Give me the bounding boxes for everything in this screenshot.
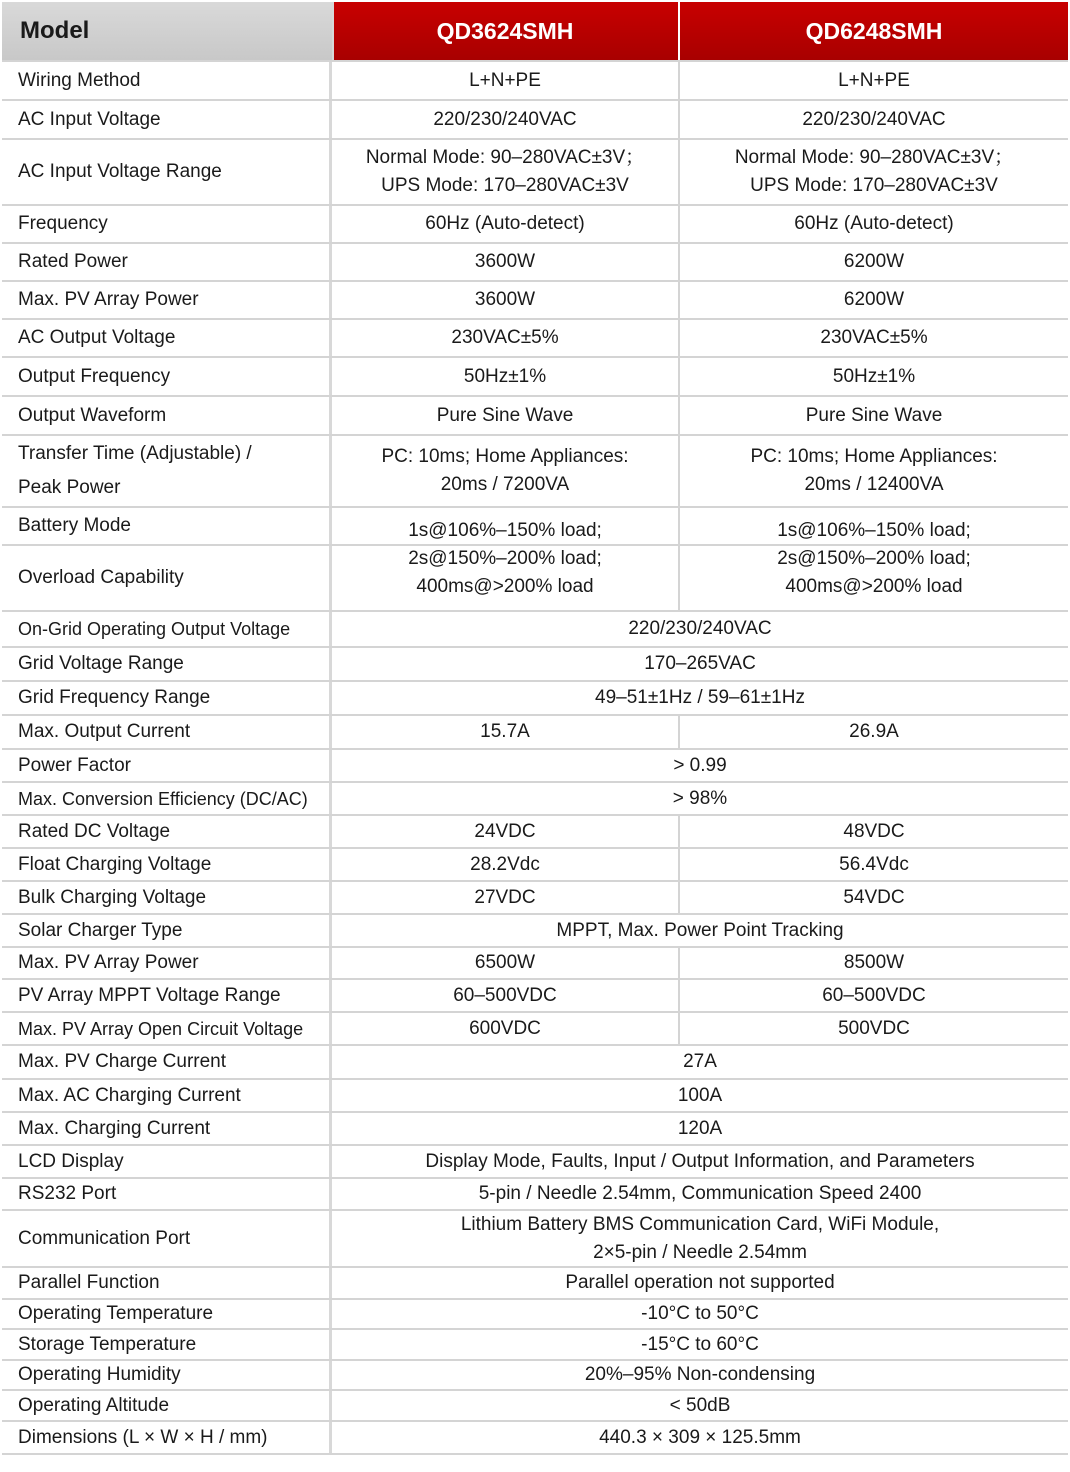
spec-value-qd6248smh: 230VAC±5% bbox=[820, 327, 928, 348]
spec-label: Solar Charger Type bbox=[2, 915, 332, 946]
spec-value-shared: 120A bbox=[677, 1117, 723, 1139]
spec-label: Dimensions (L × W × H / mm) bbox=[2, 1422, 332, 1453]
spec-label: Battery Mode bbox=[2, 508, 332, 544]
spec-value-shared: 27A bbox=[683, 1051, 717, 1072]
spec-label: Max. PV Array Power bbox=[2, 948, 332, 978]
spec-value-shared: Display Mode, Faults, Input / Output Information, and Parameters bbox=[425, 1150, 975, 1172]
spec-value-qd3624smh: 3600W bbox=[474, 251, 536, 272]
model-header-label: Model bbox=[2, 2, 332, 60]
column-divider bbox=[678, 62, 680, 99]
spec-value-qd3624smh: 3600W bbox=[474, 289, 536, 310]
spec-value-qd3624smh: 60Hz (Auto-detect) bbox=[425, 213, 585, 234]
spec-value-qd3624smh: 27VDC bbox=[474, 886, 536, 908]
spec-label: Max. Conversion Efficiency (DC/AC) bbox=[2, 783, 332, 814]
spec-label: LCD Display bbox=[2, 1146, 332, 1177]
column-divider bbox=[678, 980, 680, 1011]
spec-label: Operating Temperature bbox=[2, 1300, 332, 1328]
spec-value-qd6248smh: 8500W bbox=[843, 952, 905, 973]
spec-value-qd3624smh: L+N+PE bbox=[469, 69, 541, 91]
spec-label: Bulk Charging Voltage bbox=[2, 882, 332, 913]
spec-label: Max. PV Charge Current bbox=[2, 1046, 332, 1078]
spec-value-shared: < 50dB bbox=[669, 1394, 731, 1416]
column-divider bbox=[678, 397, 680, 434]
spec-value-qd3624smh: 220/230/240VAC bbox=[433, 108, 577, 130]
spec-label: AC Input Voltage bbox=[2, 101, 332, 138]
spec-value-qd6248smh: 60Hz (Auto-detect) bbox=[794, 213, 954, 234]
spec-label: Rated DC Voltage bbox=[2, 816, 332, 847]
column-divider bbox=[678, 206, 680, 242]
spec-value-qd6248smh: Pure Sine Wave bbox=[805, 404, 943, 426]
spec-label: Rated Power bbox=[2, 244, 332, 280]
spec-value-shared: 20%–95% Non-condensing bbox=[584, 1364, 816, 1385]
spec-label: PV Array MPPT Voltage Range bbox=[2, 980, 332, 1011]
spec-value-shared: 220/230/240VAC bbox=[628, 618, 772, 639]
spec-value-qd6248smh: 26.9A bbox=[849, 721, 899, 742]
column-divider bbox=[678, 716, 680, 748]
spec-label: Output Frequency bbox=[2, 358, 332, 395]
column-divider bbox=[678, 244, 680, 280]
spec-label: Overload Capability bbox=[2, 546, 332, 610]
spec-label: Max. Charging Current bbox=[2, 1113, 332, 1144]
spec-label: Max. AC Charging Current bbox=[2, 1080, 332, 1111]
spec-label: RS232 Port bbox=[2, 1179, 332, 1209]
spec-value-qd6248smh: Normal Mode: 90–280VAC±3V； UPS Mode: 170–280VAC±3V bbox=[734, 147, 1014, 196]
spec-label: Operating Humidity bbox=[2, 1361, 332, 1389]
spec-label: Communication Port bbox=[2, 1211, 332, 1266]
row-divider bbox=[2, 1453, 1068, 1455]
spec-label: Max. Output Current bbox=[2, 716, 332, 748]
column-divider bbox=[678, 436, 680, 506]
column-divider bbox=[678, 508, 680, 610]
spec-label: Parallel Function bbox=[2, 1268, 332, 1298]
spec-value-qd3624smh: 60–500VDC bbox=[453, 984, 557, 1006]
spec-label: On-Grid Operating Output Voltage bbox=[2, 612, 332, 646]
spec-value-qd6248smh: 6200W bbox=[843, 289, 905, 310]
header-divider bbox=[332, 2, 334, 60]
column-divider bbox=[678, 282, 680, 318]
spec-value-shared: > 98% bbox=[672, 787, 728, 809]
spec-value-qd6248smh: 1s@106%–150% load; 2s@150%–200% load; 400ms@>200% load bbox=[777, 520, 971, 597]
spec-value-shared: Parallel operation not supported bbox=[565, 1272, 835, 1293]
column-divider bbox=[678, 358, 680, 395]
spec-value-qd6248smh: 56.4Vdc bbox=[839, 853, 909, 875]
spec-value-qd3624smh: Normal Mode: 90–280VAC±3V； UPS Mode: 170–280VAC±3V bbox=[365, 147, 645, 196]
spec-value-shared: Lithium Battery BMS Communication Card, WiFi Module, 2×5-pin / Needle 2.54mm bbox=[460, 1213, 940, 1263]
spec-value-qd3624smh: 15.7A bbox=[480, 721, 530, 742]
spec-label: Grid Frequency Range bbox=[2, 682, 332, 714]
spec-value-qd6248smh: 50Hz±1% bbox=[832, 365, 916, 387]
spec-label: AC Input Voltage Range bbox=[2, 140, 332, 204]
model-header-qd3624smh: QD3624SMH bbox=[332, 2, 678, 60]
spec-label: Max. PV Array Open Circuit Voltage bbox=[2, 1013, 332, 1044]
spec-value-shared: 49–51±1Hz / 59–61±1Hz bbox=[595, 687, 805, 708]
spec-value-qd6248smh: PC: 10ms; Home Appliances: 20ms / 12400VA bbox=[750, 446, 998, 495]
spec-value-shared: -10°C to 50°C bbox=[641, 1303, 759, 1324]
spec-label: Frequency bbox=[2, 206, 332, 242]
spec-value-qd6248smh: 54VDC bbox=[843, 886, 905, 908]
spec-value-shared: 170–265VAC bbox=[644, 653, 756, 674]
spec-label: Storage Temperature bbox=[2, 1330, 332, 1359]
model-header-qd6248smh: QD6248SMH bbox=[680, 2, 1068, 60]
spec-value-qd6248smh: 500VDC bbox=[838, 1017, 910, 1039]
spec-value-qd3624smh: 600VDC bbox=[469, 1017, 541, 1039]
spec-label: Grid Voltage Range bbox=[2, 648, 332, 680]
spec-value-shared: > 0.99 bbox=[673, 754, 727, 776]
spec-value-qd6248smh: L+N+PE bbox=[838, 69, 910, 91]
column-divider bbox=[678, 849, 680, 880]
spec-label: AC Output Voltage bbox=[2, 320, 332, 356]
spec-value-qd3624smh: PC: 10ms; Home Appliances: 20ms / 7200VA bbox=[381, 446, 629, 495]
spec-label: Operating Altitude bbox=[2, 1391, 332, 1420]
spec-value-qd3624smh: 1s@106%–150% load; 2s@150%–200% load; 400ms@>200% load bbox=[408, 520, 602, 597]
column-divider bbox=[678, 882, 680, 913]
spec-value-qd6248smh: 220/230/240VAC bbox=[802, 108, 946, 130]
spec-value-shared: 5-pin / Needle 2.54mm, Communication Speed 2400 bbox=[478, 1183, 922, 1204]
spec-value-qd3624smh: 6500W bbox=[474, 952, 536, 973]
spec-value-shared: MPPT, Max. Power Point Tracking bbox=[556, 919, 844, 941]
spec-value-qd6248smh: 6200W bbox=[843, 251, 905, 272]
spec-label: Wiring Method bbox=[2, 62, 332, 99]
column-divider bbox=[678, 320, 680, 356]
spec-value-shared: 440.3 × 309 × 125.5mm bbox=[599, 1426, 801, 1448]
spec-label: Output Waveform bbox=[2, 397, 332, 434]
spec-label: Power Factor bbox=[2, 750, 332, 781]
spec-label: Float Charging Voltage bbox=[2, 849, 332, 880]
spec-label: Max. PV Array Power bbox=[2, 282, 332, 318]
spec-value-shared: -15°C to 60°C bbox=[641, 1333, 759, 1355]
spec-table bbox=[2, 2, 1068, 1468]
column-divider bbox=[678, 816, 680, 847]
spec-value-qd3624smh: Pure Sine Wave bbox=[436, 404, 574, 426]
spec-value-qd6248smh: 48VDC bbox=[843, 820, 905, 842]
spec-value-shared: 100A bbox=[677, 1084, 723, 1106]
column-divider bbox=[678, 948, 680, 978]
spec-value-qd3624smh: 230VAC±5% bbox=[451, 327, 559, 348]
column-divider bbox=[678, 101, 680, 138]
column-divider bbox=[678, 140, 680, 204]
spec-value-qd6248smh: 60–500VDC bbox=[822, 984, 926, 1006]
spec-value-qd3624smh: 28.2Vdc bbox=[470, 853, 540, 875]
spec-label: Transfer Time (Adjustable) / Peak Power bbox=[2, 436, 332, 506]
column-divider bbox=[678, 1013, 680, 1044]
spec-value-qd3624smh: 50Hz±1% bbox=[463, 365, 547, 387]
spec-value-qd3624smh: 24VDC bbox=[474, 820, 536, 842]
